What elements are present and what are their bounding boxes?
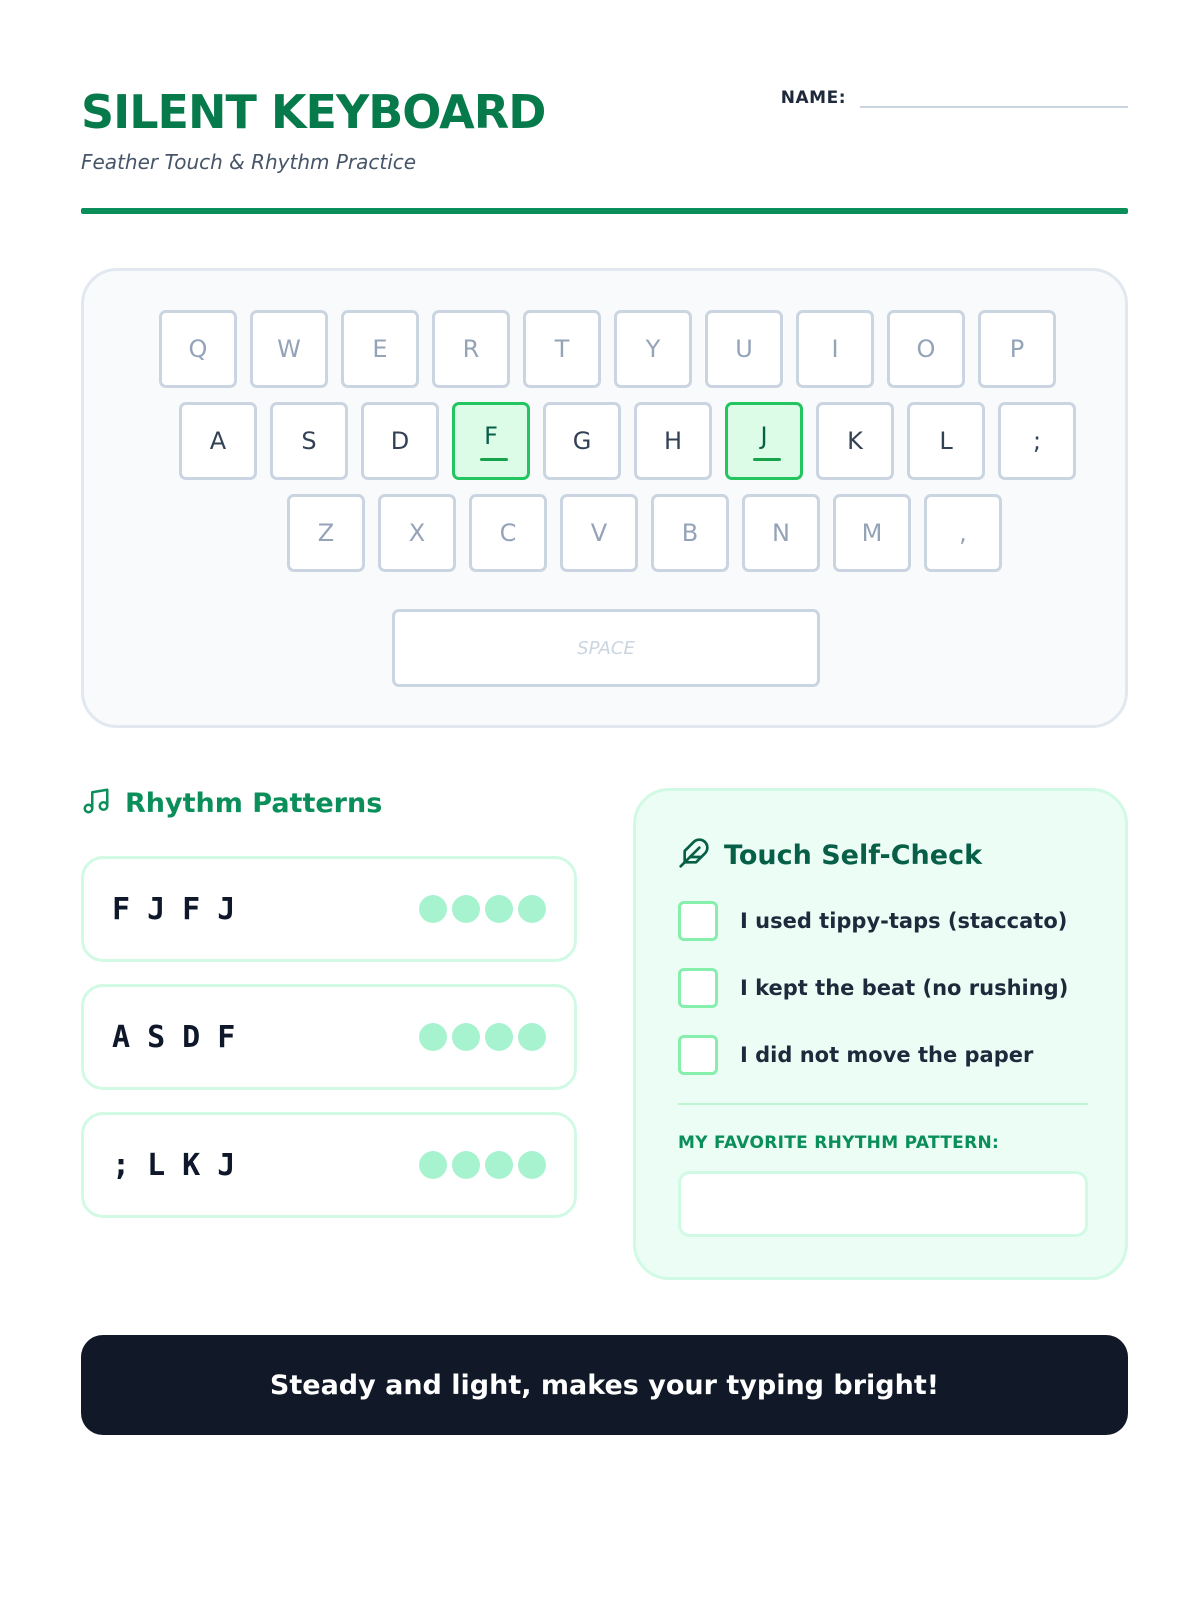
pattern-keys	[112, 987, 235, 1087]
page-subtitle: Feather Touch & Rhythm Practice	[81, 150, 417, 174]
key-label: P	[1009, 335, 1025, 363]
keyboard-key	[651, 494, 729, 572]
beat-dots	[419, 1151, 546, 1179]
keyboard-row-bottom	[287, 494, 1002, 572]
check-item[interactable]	[678, 901, 1067, 941]
keyboard-key	[341, 310, 419, 388]
keyboard-diagram	[81, 268, 1128, 728]
worksheet-header	[81, 84, 1128, 174]
keyboard-key	[634, 402, 712, 480]
check-item-label: I did not move the paper	[740, 1043, 1034, 1067]
pattern-key: J	[217, 891, 236, 927]
key-label: Q	[188, 335, 208, 363]
self-check-divider	[678, 1103, 1088, 1105]
keyboard-key	[742, 494, 820, 572]
key-label: X	[408, 519, 426, 547]
keyboard-key	[543, 402, 621, 480]
rhythm-pattern-card	[81, 1112, 577, 1218]
beat-dot	[518, 895, 546, 923]
checkbox[interactable]	[678, 1035, 718, 1075]
touch-self-check-card	[633, 788, 1128, 1280]
key-label: O	[916, 335, 936, 363]
keyboard-key	[978, 310, 1056, 388]
pattern-key: K	[182, 1147, 201, 1183]
keyboard-key	[361, 402, 439, 480]
checkbox[interactable]	[678, 901, 718, 941]
keyboard-key	[924, 494, 1002, 572]
beat-dots	[419, 1023, 546, 1051]
pattern-key: F	[217, 1019, 236, 1055]
key-label: Y	[645, 335, 661, 363]
key-label: Z	[317, 519, 335, 547]
keyboard-key	[907, 402, 985, 480]
beat-dot	[485, 1023, 513, 1051]
key-label: B	[681, 519, 699, 547]
feather-icon	[678, 837, 710, 874]
pattern-key: D	[182, 1019, 201, 1055]
key-label: L	[939, 427, 953, 455]
keyboard-row-home	[179, 402, 1076, 480]
beat-dot	[485, 895, 513, 923]
pattern-key: J	[147, 891, 166, 927]
space-key-label: SPACE	[577, 637, 635, 659]
key-label: V	[590, 519, 608, 547]
keyboard-key	[816, 402, 894, 480]
keyboard-key	[614, 310, 692, 388]
keyboard-key	[796, 310, 874, 388]
checkbox[interactable]	[678, 968, 718, 1008]
pattern-key: J	[217, 1147, 236, 1183]
beat-dot	[518, 1151, 546, 1179]
keyboard-key	[998, 402, 1076, 480]
name-input-line[interactable]	[860, 84, 1128, 108]
pattern-key: F	[182, 891, 201, 927]
key-label: T	[554, 335, 570, 363]
self-check-heading-text: Touch Self-Check	[724, 840, 983, 871]
rhythm-pattern-card	[81, 984, 577, 1090]
key-label: W	[277, 335, 301, 363]
home-key-bump	[753, 458, 781, 461]
check-item-label: I used tippy-taps (staccato)	[740, 909, 1068, 933]
key-label: D	[390, 427, 410, 455]
beat-dot	[419, 1151, 447, 1179]
key-label: R	[462, 335, 480, 363]
music-note-icon	[81, 786, 111, 821]
beat-dot	[485, 1151, 513, 1179]
keyboard-key	[287, 494, 365, 572]
pattern-keys	[112, 859, 235, 959]
keyboard-key	[469, 494, 547, 572]
home-key	[725, 402, 803, 480]
favorite-pattern-input[interactable]	[678, 1171, 1088, 1237]
key-label: J	[760, 422, 768, 450]
rhythm-patterns-heading	[81, 786, 382, 821]
home-key	[452, 402, 530, 480]
name-label: NAME:	[780, 88, 846, 108]
header-divider	[81, 208, 1128, 214]
pattern-key: S	[147, 1019, 166, 1055]
key-label: K	[847, 427, 863, 455]
name-field	[781, 84, 1128, 108]
keyboard-key	[523, 310, 601, 388]
key-label: A	[209, 427, 227, 455]
keyboard-key	[250, 310, 328, 388]
keyboard-key	[887, 310, 965, 388]
pattern-keys	[112, 1115, 235, 1215]
key-label: M	[861, 519, 883, 547]
keyboard-row-top	[159, 310, 1056, 388]
beat-dot	[419, 895, 447, 923]
key-label: C	[499, 519, 517, 547]
keyboard-key	[179, 402, 257, 480]
key-label: ,	[959, 519, 967, 547]
keyboard-key	[378, 494, 456, 572]
home-key-bump	[480, 458, 508, 461]
keyboard-key	[159, 310, 237, 388]
key-label: E	[372, 335, 388, 363]
rhythm-pattern-card	[81, 856, 577, 962]
beat-dots	[419, 895, 546, 923]
self-check-heading	[678, 837, 982, 874]
key-label: H	[663, 427, 683, 455]
key-label: S	[301, 427, 317, 455]
rhythm-heading-text: Rhythm Patterns	[125, 788, 383, 819]
keyboard-key	[705, 310, 783, 388]
pattern-key: F	[112, 891, 131, 927]
keyboard-key	[432, 310, 510, 388]
pattern-key: ;	[112, 1147, 131, 1183]
beat-dot	[518, 1023, 546, 1051]
motto-text: Steady and light, makes your typing bright!	[269, 1369, 940, 1401]
pattern-key: A	[112, 1019, 131, 1055]
space-key	[392, 609, 820, 687]
keyboard-key	[833, 494, 911, 572]
key-label: N	[772, 519, 790, 547]
key-label: F	[484, 422, 498, 450]
beat-dot	[452, 895, 480, 923]
beat-dot	[419, 1023, 447, 1051]
page-title: SILENT KEYBOARD	[81, 85, 546, 139]
check-item-label: I kept the beat (no rushing)	[740, 976, 1069, 1000]
beat-dot	[452, 1023, 480, 1051]
keyboard-key	[560, 494, 638, 572]
beat-dot	[452, 1151, 480, 1179]
keyboard-key	[270, 402, 348, 480]
check-item[interactable]	[678, 1035, 1033, 1075]
check-item[interactable]	[678, 968, 1068, 1008]
pattern-key: L	[147, 1147, 166, 1183]
key-label: G	[572, 427, 592, 455]
motto-banner	[81, 1335, 1128, 1435]
key-label: ;	[1032, 427, 1042, 455]
key-label: I	[831, 335, 839, 363]
key-label: U	[735, 335, 753, 363]
favorite-pattern-label: MY FAVORITE RHYTHM PATTERN:	[678, 1133, 1000, 1153]
